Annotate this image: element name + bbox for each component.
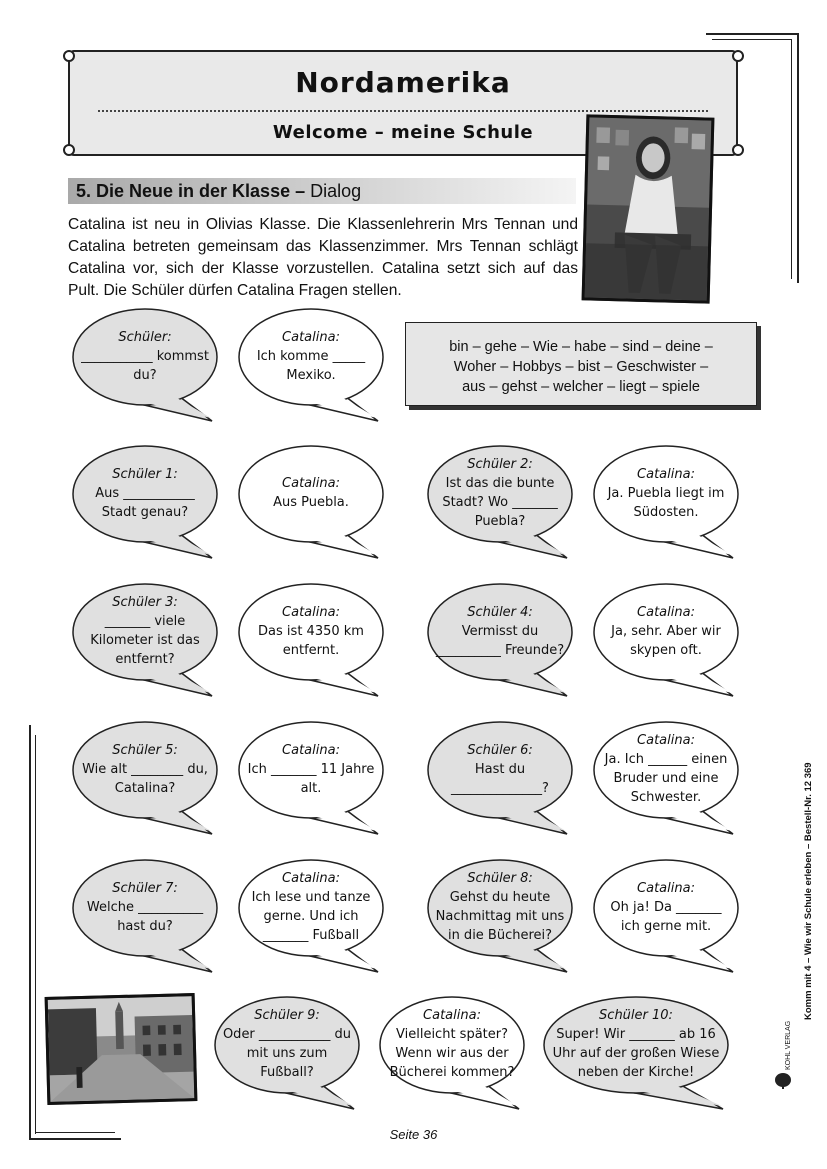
- bubble-text: Wie alt ________ du, Catalina?: [82, 761, 208, 796]
- bubble-speaker: Catalina:: [637, 880, 695, 896]
- frame-top-right: [706, 33, 798, 35]
- speech-bubble: [70, 305, 220, 415]
- section-title: 5. Die Neue in der Klasse –: [76, 181, 306, 201]
- speech-bubble: [236, 442, 386, 552]
- speech-bubble: [236, 718, 386, 828]
- bubble-speaker: Schüler 9:: [254, 1008, 320, 1023]
- bubble-speaker: Schüler 7:: [112, 880, 178, 896]
- bubble-speaker: Schüler 10:: [599, 1008, 673, 1023]
- speech-bubble: [425, 442, 575, 552]
- speech-bubble: [425, 856, 575, 966]
- bubble-speaker: Schüler 4:: [467, 604, 533, 620]
- bubble-speaker: Catalina:: [637, 733, 695, 748]
- bubble-text: Ich _______ 11 Jahre alt.: [247, 761, 375, 796]
- speech-bubble: [236, 305, 386, 415]
- girl-photo: [582, 114, 715, 303]
- bubble-text: Gehst du heute Nachmittag mit uns in die Bücherei?: [435, 890, 565, 943]
- street-photo: [45, 993, 198, 1105]
- bubble-text: Ich lese und tanze gerne. Und ich _______ Fußball: [251, 890, 371, 943]
- speech-bubble: [377, 993, 527, 1103]
- bubble-speaker: Catalina:: [282, 329, 340, 345]
- bubble-speaker: Schüler 2:: [467, 457, 533, 472]
- intro-paragraph: Catalina ist neu in Olivias Klasse. Die Klassenlehrerin Mrs Tennan und Catalina betreten gemeinsam das Klassenzimmer. Mrs Tennan schlägt Catalina vor, sich der Klasse vorzustellen. Catalina setzt sich auf das Pult. Die Schüler dürfen Catalina Fragen stellen.: [68, 216, 578, 299]
- bubble-speaker: Schüler 3:: [112, 595, 178, 610]
- bubble-speaker: Catalina:: [282, 476, 340, 491]
- word-box-line: aus – gehst – welcher – liegt – spiele: [462, 379, 700, 395]
- bubble-text: Hast du ______________?: [451, 761, 549, 796]
- section-type: Dialog: [305, 181, 362, 201]
- speech-bubble: [425, 580, 575, 690]
- speech-bubble: [212, 993, 362, 1103]
- bubble-text: Vermisst du __________ Freunde?: [435, 623, 565, 658]
- section-header: [68, 178, 576, 204]
- bubble-text: Aus ___________ Stadt genau?: [95, 485, 195, 520]
- publisher-logo-text: KOHL VERLAG: [785, 1020, 792, 1070]
- speech-bubble: [591, 718, 741, 828]
- bubble-text: Ist das die bunte Stadt? Wo _______ Puebla?: [442, 476, 558, 529]
- order-info: Komm mit 4 – Wie wir Schule erleben – Bestell-Nr. 12 369: [803, 762, 814, 1020]
- bubble-text: Welche __________ hast du?: [86, 899, 204, 934]
- ring-icon: [732, 144, 744, 156]
- bubble-speaker: Catalina:: [282, 742, 340, 758]
- speech-bubble: [70, 856, 220, 966]
- speech-bubble: [70, 718, 220, 828]
- bubble-speaker: Schüler 6:: [467, 742, 533, 758]
- ring-icon: [63, 144, 75, 156]
- frame-right: [791, 39, 792, 279]
- bubble-speaker: Catalina:: [423, 1008, 481, 1023]
- speech-bubble: [70, 442, 220, 552]
- speech-bubble: [591, 856, 741, 966]
- page-title: Nordamerika: [295, 66, 511, 99]
- speech-bubble: [425, 718, 575, 828]
- bubble-text: Ja, sehr. Aber wir skypen oft.: [611, 623, 721, 658]
- bubble-text: Ich komme _____ Mexiko.: [256, 348, 366, 383]
- speech-bubble: [591, 580, 741, 690]
- frame-right: [797, 33, 799, 283]
- bubble-text: Ja. Ich ______ einen Bruder und eine Schwester.: [604, 752, 728, 805]
- bubble-speaker: Schüler:: [118, 329, 172, 345]
- bubble-text: Vielleicht später? Wenn wir aus der Bücherei kommen?: [389, 1027, 515, 1080]
- word-box-line: Woher – Hobbys – bist – Geschwister –: [453, 359, 709, 375]
- frame-left: [29, 725, 31, 1140]
- speech-bubble: [541, 993, 731, 1103]
- bubble-speaker: Catalina:: [282, 604, 340, 620]
- speech-bubble: [236, 580, 386, 690]
- bubble-text: ___________ kommst du?: [81, 348, 209, 383]
- bubble-speaker: Schüler 5:: [112, 742, 178, 758]
- word-box-line: bin – gehe – Wie – habe – sind – deine –: [449, 339, 713, 355]
- speech-bubble: [236, 856, 386, 966]
- frame-top-right: [712, 39, 792, 40]
- page-subtitle: Welcome – meine Schule: [272, 122, 534, 143]
- dotted-divider: [98, 110, 708, 112]
- bubble-speaker: Schüler 8:: [467, 871, 533, 886]
- word-box: [405, 322, 757, 406]
- page-number: Seite 36: [389, 1127, 438, 1142]
- ring-icon: [63, 50, 75, 62]
- bubble-speaker: Catalina:: [637, 466, 695, 482]
- bubble-speaker: Catalina:: [637, 604, 695, 620]
- bubble-speaker: Catalina:: [282, 871, 340, 886]
- speech-bubble: [591, 442, 741, 552]
- bubble-text: Ja. Puebla liegt im Südosten.: [607, 485, 725, 520]
- bubble-text: Oh ja! Da _______ ich gerne mit.: [610, 899, 722, 934]
- bubble-text: Aus Puebla.: [273, 495, 349, 510]
- frame-left: [35, 735, 36, 1134]
- bubble-text: Das ist 4350 km entfernt.: [258, 623, 364, 658]
- bubble-text: Oder ___________ du mit uns zum Fußball?: [222, 1027, 352, 1080]
- speech-bubble: [70, 580, 220, 690]
- bubble-speaker: Schüler 1:: [112, 466, 178, 482]
- ring-icon: [732, 50, 744, 62]
- bubble-text: Super! Wir _______ ab 16 Uhr auf der großen Wiese neben der Kirche!: [552, 1027, 720, 1080]
- bubble-text: _______ viele Kilometer ist das entfernt?: [90, 614, 200, 667]
